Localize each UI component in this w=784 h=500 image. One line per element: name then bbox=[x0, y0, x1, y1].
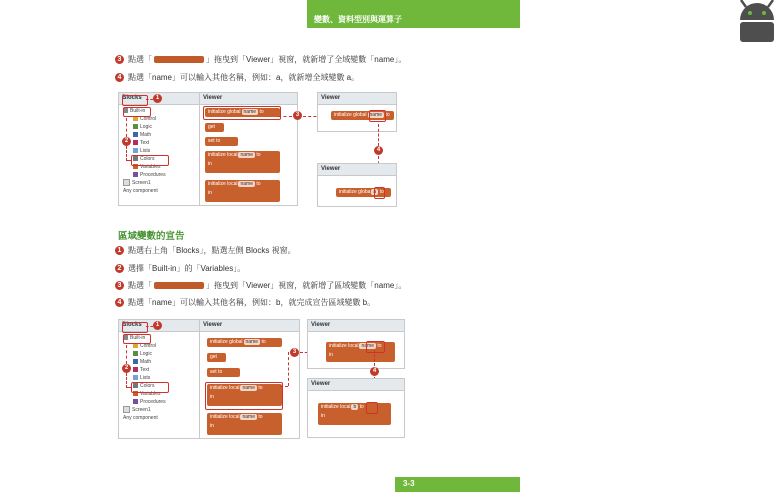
highlight-a-slot bbox=[374, 187, 385, 199]
block-init-local-1[interactable] bbox=[205, 151, 280, 173]
tree-screen1[interactable] bbox=[123, 406, 166, 414]
viewer-screenshot-1a bbox=[317, 92, 397, 132]
procedures-icon bbox=[133, 172, 138, 177]
tree-any-component[interactable] bbox=[123, 414, 166, 422]
block-text: in bbox=[208, 161, 212, 167]
tree-label: Built-in bbox=[130, 108, 146, 114]
block-text: to bbox=[261, 339, 266, 345]
android-robot-icon bbox=[730, 0, 784, 38]
block-text: to bbox=[379, 189, 384, 195]
callout-line bbox=[378, 124, 379, 146]
tree-item-logic[interactable] bbox=[123, 123, 166, 131]
block-set[interactable] bbox=[207, 368, 240, 377]
block-text: to bbox=[259, 109, 264, 115]
callout-line bbox=[146, 99, 153, 100]
callout-2: 2 bbox=[122, 364, 131, 373]
viewer-screenshot-1b bbox=[317, 163, 397, 207]
block-slot: name bbox=[242, 385, 255, 391]
block-text: initialize local bbox=[208, 152, 238, 158]
callout-line bbox=[126, 345, 127, 364]
blocks-editor-screenshot-1 bbox=[118, 92, 298, 206]
block-init-local-b[interactable] bbox=[318, 403, 391, 425]
callout-line bbox=[278, 116, 292, 117]
highlight-global-block bbox=[203, 106, 281, 120]
block-text: get bbox=[210, 354, 217, 360]
block-text: to bbox=[256, 152, 261, 158]
block-text: initialize local bbox=[210, 414, 240, 420]
text-icon bbox=[133, 140, 138, 145]
block-text: initialize local bbox=[329, 343, 359, 349]
procedures-icon bbox=[133, 399, 138, 404]
callout-line bbox=[374, 350, 375, 366]
block-text: to bbox=[258, 414, 263, 420]
tree-label: Lists bbox=[140, 375, 151, 381]
callout-line bbox=[146, 326, 153, 327]
screen-icon bbox=[123, 406, 130, 413]
step-number: 3 bbox=[115, 55, 124, 64]
block-slot: name bbox=[242, 414, 255, 420]
logic-icon bbox=[133, 351, 138, 356]
block-text: get bbox=[208, 124, 215, 130]
block-text: to bbox=[256, 181, 261, 187]
tree-screen1[interactable] bbox=[123, 179, 166, 187]
block-text: to bbox=[377, 343, 382, 349]
logic-icon bbox=[133, 124, 138, 129]
tree-label: Control bbox=[140, 343, 157, 349]
step-bottom-1 bbox=[115, 245, 296, 256]
callout-line bbox=[126, 146, 132, 161]
step-bottom-3 bbox=[115, 280, 406, 291]
block-get[interactable] bbox=[205, 123, 224, 132]
tree-label: Math bbox=[140, 132, 152, 138]
highlight-variables bbox=[131, 382, 169, 393]
block-slot: name bbox=[369, 112, 383, 118]
step-number: 1 bbox=[115, 246, 124, 255]
step-top-4 bbox=[115, 72, 359, 83]
callout-4: 4 bbox=[374, 146, 383, 155]
block-text: in bbox=[321, 413, 325, 419]
callout-1: 1 bbox=[153, 321, 162, 330]
tree-item-logic[interactable] bbox=[123, 350, 166, 358]
block-text: initialize globa bbox=[339, 189, 371, 195]
tree-item-procedures[interactable] bbox=[123, 398, 166, 406]
block-text: initialize global bbox=[208, 109, 241, 115]
block-slot: name bbox=[240, 181, 253, 187]
block-slot: b bbox=[353, 404, 357, 410]
tree-item-procedures[interactable] bbox=[123, 171, 166, 179]
viewer-panel-title: Viewer bbox=[200, 320, 299, 332]
step-number: 2 bbox=[115, 264, 124, 273]
step-text: 點選「name」可以輸入其他名稱，例如：a，就新增全域變數 a。 bbox=[128, 73, 360, 82]
block-text: initialize local bbox=[321, 404, 351, 410]
block-text: initialize global bbox=[334, 112, 367, 118]
lists-icon bbox=[133, 148, 138, 153]
callout-4: 4 bbox=[370, 367, 379, 376]
callout-2: 2 bbox=[122, 137, 131, 146]
chapter-number: 3 bbox=[704, 4, 719, 21]
page-number: 3-3 bbox=[403, 479, 415, 488]
viewer-screenshot-2a bbox=[307, 319, 405, 369]
block-text: in bbox=[329, 352, 333, 358]
tree-label: Procedures bbox=[140, 399, 166, 405]
tree-label: Any component bbox=[123, 188, 158, 194]
callout-line bbox=[288, 352, 289, 386]
tree-label: Colors bbox=[140, 156, 155, 162]
block-text: in bbox=[208, 190, 212, 196]
block-init-local-2[interactable] bbox=[207, 413, 282, 435]
block-text: initialize local bbox=[210, 385, 240, 391]
step-bottom-4 bbox=[115, 297, 375, 308]
lists-icon bbox=[133, 375, 138, 380]
tree-label: Text bbox=[140, 140, 150, 146]
screen-icon bbox=[123, 179, 130, 186]
blocks-editor-screenshot-2 bbox=[118, 319, 300, 439]
step-text: 點選「 bbox=[128, 55, 152, 64]
highlight-builtin bbox=[123, 107, 151, 117]
highlight-variables bbox=[131, 155, 169, 166]
tree-label: Screen1 bbox=[132, 407, 151, 413]
viewer-panel bbox=[200, 93, 297, 105]
step-text: 點選右上角「Blocks」，點選左側 Blocks 視窗。 bbox=[128, 246, 296, 255]
math-icon bbox=[133, 359, 138, 364]
tree-label: Variables bbox=[140, 164, 161, 170]
viewer-screenshot-2b bbox=[307, 378, 405, 438]
page-footer bbox=[395, 477, 520, 492]
viewer-title: Viewer bbox=[318, 164, 396, 176]
step-text: 」拖曳到「Viewer」視窗，就新增了全域變數「name」。 bbox=[206, 55, 407, 64]
highlight-name-slot bbox=[369, 110, 386, 122]
block-set[interactable] bbox=[205, 137, 238, 146]
callout-3: 3 bbox=[293, 111, 302, 120]
callout-line bbox=[280, 386, 288, 387]
viewer-title: Viewer bbox=[308, 379, 404, 391]
tree-label: Any component bbox=[123, 415, 158, 421]
callout-line bbox=[126, 373, 132, 388]
callout-1: 1 bbox=[153, 94, 162, 103]
block-text: to bbox=[218, 369, 223, 375]
block-text: in bbox=[210, 394, 214, 400]
block-slot: name bbox=[245, 339, 259, 345]
tree-label: Procedures bbox=[140, 172, 166, 178]
highlight-name-slot bbox=[366, 341, 385, 353]
block-text: to bbox=[359, 404, 364, 410]
tree-label: Variables bbox=[140, 391, 161, 397]
block-text: set bbox=[208, 138, 215, 144]
highlight-b-slot bbox=[366, 402, 378, 414]
math-icon bbox=[133, 132, 138, 137]
tree-label: Lists bbox=[140, 148, 151, 154]
tree-any-component[interactable] bbox=[123, 187, 166, 195]
tree-label: Logic bbox=[140, 124, 152, 130]
step-top-3 bbox=[115, 54, 406, 65]
block-init-global[interactable] bbox=[207, 338, 282, 347]
text-icon bbox=[133, 367, 138, 372]
viewer-title: Viewer bbox=[318, 93, 396, 105]
blocks-panel-title: Blocks bbox=[119, 93, 199, 105]
step-number: 3 bbox=[115, 281, 124, 290]
tree-label: Math bbox=[140, 359, 152, 365]
tree-label: Screen1 bbox=[132, 180, 151, 186]
step-number: 4 bbox=[115, 298, 124, 307]
step-bottom-2 bbox=[115, 263, 245, 274]
step-number: 4 bbox=[115, 73, 124, 82]
block-text: initialize local bbox=[208, 181, 238, 187]
block-text: in bbox=[210, 423, 214, 429]
blocks-panel-title: Blocks bbox=[119, 320, 199, 332]
block-text: to bbox=[258, 385, 263, 391]
block-get[interactable] bbox=[207, 353, 226, 362]
step-text: 」拖曳到「Viewer」視窗，就新增了區域變數「name」。 bbox=[206, 281, 407, 290]
block-chip-local bbox=[154, 282, 204, 289]
block-text: to bbox=[385, 112, 390, 118]
section-title: 區域變數的宣告 bbox=[118, 231, 185, 242]
viewer-title: Viewer bbox=[308, 320, 404, 332]
step-text: 點選「 bbox=[128, 281, 152, 290]
highlight-local-block bbox=[205, 382, 283, 410]
tree-label: Control bbox=[140, 116, 157, 122]
viewer-panel-title: Viewer bbox=[200, 93, 297, 105]
tree-label: Colors bbox=[140, 383, 155, 389]
block-text: initialize global bbox=[210, 339, 243, 345]
step-text: 點選「name」可以輸入其他名稱，例如：b，就完成宣告區域變數 b。 bbox=[128, 298, 376, 307]
block-slot: name bbox=[361, 343, 374, 349]
block-text: set bbox=[210, 369, 217, 375]
tree-label: Logic bbox=[140, 351, 152, 357]
callout-line bbox=[126, 118, 127, 137]
step-text: 選擇「Built-in」的「Variables」。 bbox=[128, 264, 246, 273]
chapter-title: 變數、資料型別與運算子 bbox=[314, 15, 402, 24]
callout-3: 3 bbox=[290, 348, 299, 357]
highlight-blocks-tab bbox=[122, 322, 148, 333]
highlight-blocks-tab bbox=[122, 95, 148, 106]
block-slot: a bbox=[373, 189, 377, 195]
viewer-panel bbox=[200, 320, 299, 332]
block-slot: name bbox=[240, 152, 253, 158]
block-chip-global bbox=[154, 56, 204, 63]
chapter-header-bar bbox=[307, 0, 715, 28]
block-text: to bbox=[216, 138, 221, 144]
block-slot: name bbox=[243, 109, 257, 115]
tree-label: Text bbox=[140, 367, 150, 373]
block-init-local-2[interactable] bbox=[205, 180, 280, 202]
tree-label: Built-in bbox=[130, 335, 146, 341]
highlight-builtin bbox=[123, 334, 151, 344]
